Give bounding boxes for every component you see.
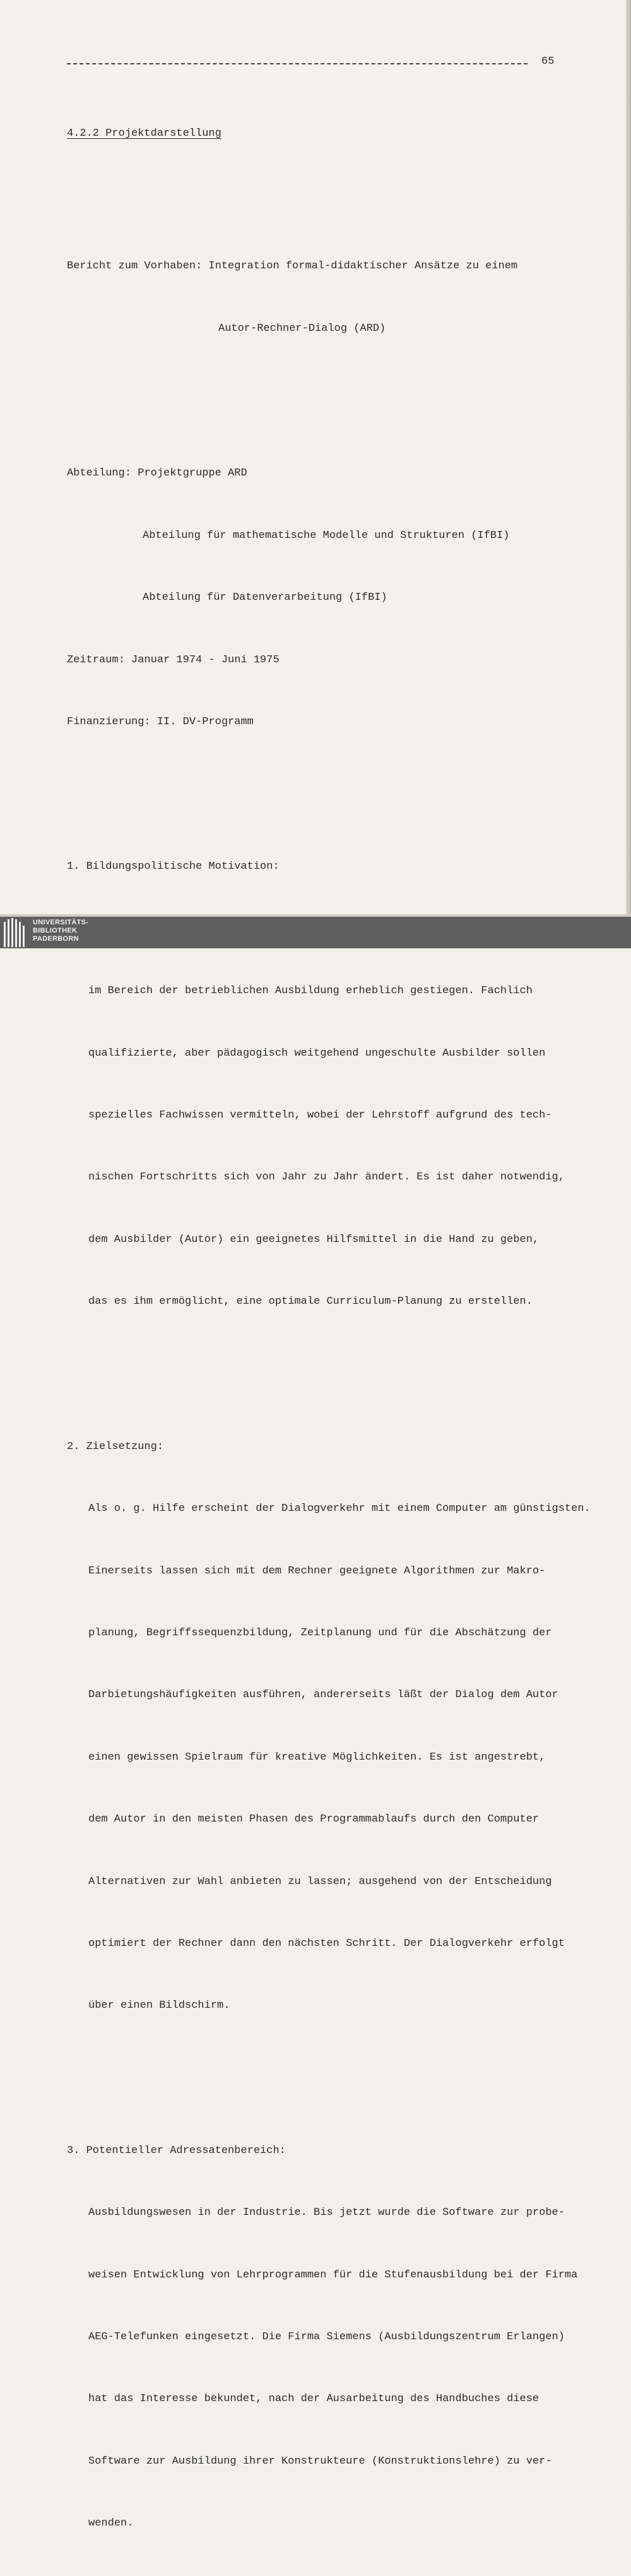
spacer <box>67 1354 628 1375</box>
section-3-line: weisen Entwicklung von Lehrprogrammen für die Stufenausbildung bei der Firma <box>88 2269 578 2281</box>
section-1-line: das es ihm ermöglicht, eine optimale Curriculum-Planung zu erstellen. <box>88 1296 533 1308</box>
report-line-1: Bericht zum Vorhaben: Integration formal-didaktischer Ansätze zu einem <box>67 260 518 273</box>
section-3-line: Software zur Ausbildung ihrer Konstrukteure (Konstruktionslehre) zu ver- <box>88 2455 552 2467</box>
section-3-title: 3. Potentieller Adressatenbereich: <box>67 2144 286 2157</box>
spacer <box>67 774 628 795</box>
department-line-1: Abteilung: Projektgruppe ARD <box>67 467 247 480</box>
library-name-line-1: UNIVERSITÄTS- <box>33 919 89 926</box>
section-2-line: optimiert der Rechner dann den nächsten Schritt. Der Dialogverkehr erfolgt <box>88 1937 565 1950</box>
page-edge-shadow <box>626 0 631 917</box>
library-logo-icon <box>3 918 29 947</box>
period-line: Zeitraum: Januar 1974 - Juni 1975 <box>67 653 280 666</box>
page-number: 65 <box>541 56 555 68</box>
library-footer <box>0 917 631 948</box>
section-heading: 4.2.2 Projektdarstellung <box>67 127 221 140</box>
spacer <box>67 2058 628 2079</box>
report-line-2: Autor-Rechner-Dialog (ARD) <box>218 322 386 335</box>
section-2-title: 2. Zielsetzung: <box>67 1440 164 1453</box>
section-2-line: Einerseits lassen sich mit dem Rechner geeignete Algorithmen zur Makro- <box>88 1565 546 1577</box>
section-2-line: dem Autor in den meisten Phasen des Programmablaufs durch den Computer <box>88 1813 540 1826</box>
section-2-line: Als o. g. Hilfe erscheint der Dialogverkehr mit einem Computer am günstigsten. <box>88 1503 591 1515</box>
library-logo-text <box>33 919 88 943</box>
section-3-line: hat das Interesse bekundet, nach der Ausarbeitung des Handbuches diese <box>88 2393 540 2406</box>
section-2-line: Darbietungshäufigkeiten ausführen, andererseits läßt der Dialog dem Autor <box>88 1689 558 1702</box>
section-1-line: dem Ausbilder (Autor) ein geeignetes Hilfsmittel in die Hand zu geben, <box>88 1233 540 1246</box>
section-2-line: Alternativen zur Wahl anbieten zu lassen; ausgehend von der Entscheidung <box>88 1875 552 1888</box>
section-2-line: über einen Bildschirm. <box>88 2000 230 2012</box>
library-name-line-2: BIBLIOTHEK <box>33 927 78 934</box>
header-rule <box>67 63 528 64</box>
department-line-3: Abteilung für Datenverarbeitung (IfBI) <box>143 592 387 604</box>
section-3-line: wenden. <box>88 2517 134 2530</box>
document-body <box>67 82 628 2576</box>
section-3-line: Ausbildungswesen in der Industrie. Bis jetzt wurde die Software zur probe- <box>88 2207 565 2219</box>
section-1-line: nischen Fortschritts sich von Jahr zu Jahr ändert. Es ist daher notwendig, <box>88 1171 565 1184</box>
section-1-title: 1. Bildungspolitische Motivation: <box>67 861 280 873</box>
funding-line: Finanzierung: II. DV-Programm <box>67 715 254 728</box>
department-line-2: Abteilung für mathematische Modelle und Strukturen (IfBI) <box>143 529 510 542</box>
spacer <box>67 186 628 194</box>
section-3-line: AEG-Telefunken eingesetzt. Die Firma Siemens (Ausbildungszentrum Erlangen) <box>88 2331 565 2344</box>
section-1-line: im Bereich der betrieblichen Ausbildung erheblich gestiegen. Fachlich <box>88 985 533 998</box>
library-name-line-3: PADERBORN <box>33 935 79 943</box>
spacer <box>67 381 628 402</box>
section-1-line: qualifizierte, aber pädagogisch weitgehend ungeschulte Ausbilder sollen <box>88 1047 546 1059</box>
section-2-line: einen gewissen Spielraum für kreative Möglichkeiten. Es ist angestrebt, <box>88 1751 546 1763</box>
section-1-line: spezielles Fachwissen vermitteln, wobei der Lehrstoff aufgrund des tech- <box>88 1109 552 1122</box>
section-2-line: planung, Begriffssequenzbildung, Zeitplanung und für die Abschätzung der <box>88 1626 552 1639</box>
